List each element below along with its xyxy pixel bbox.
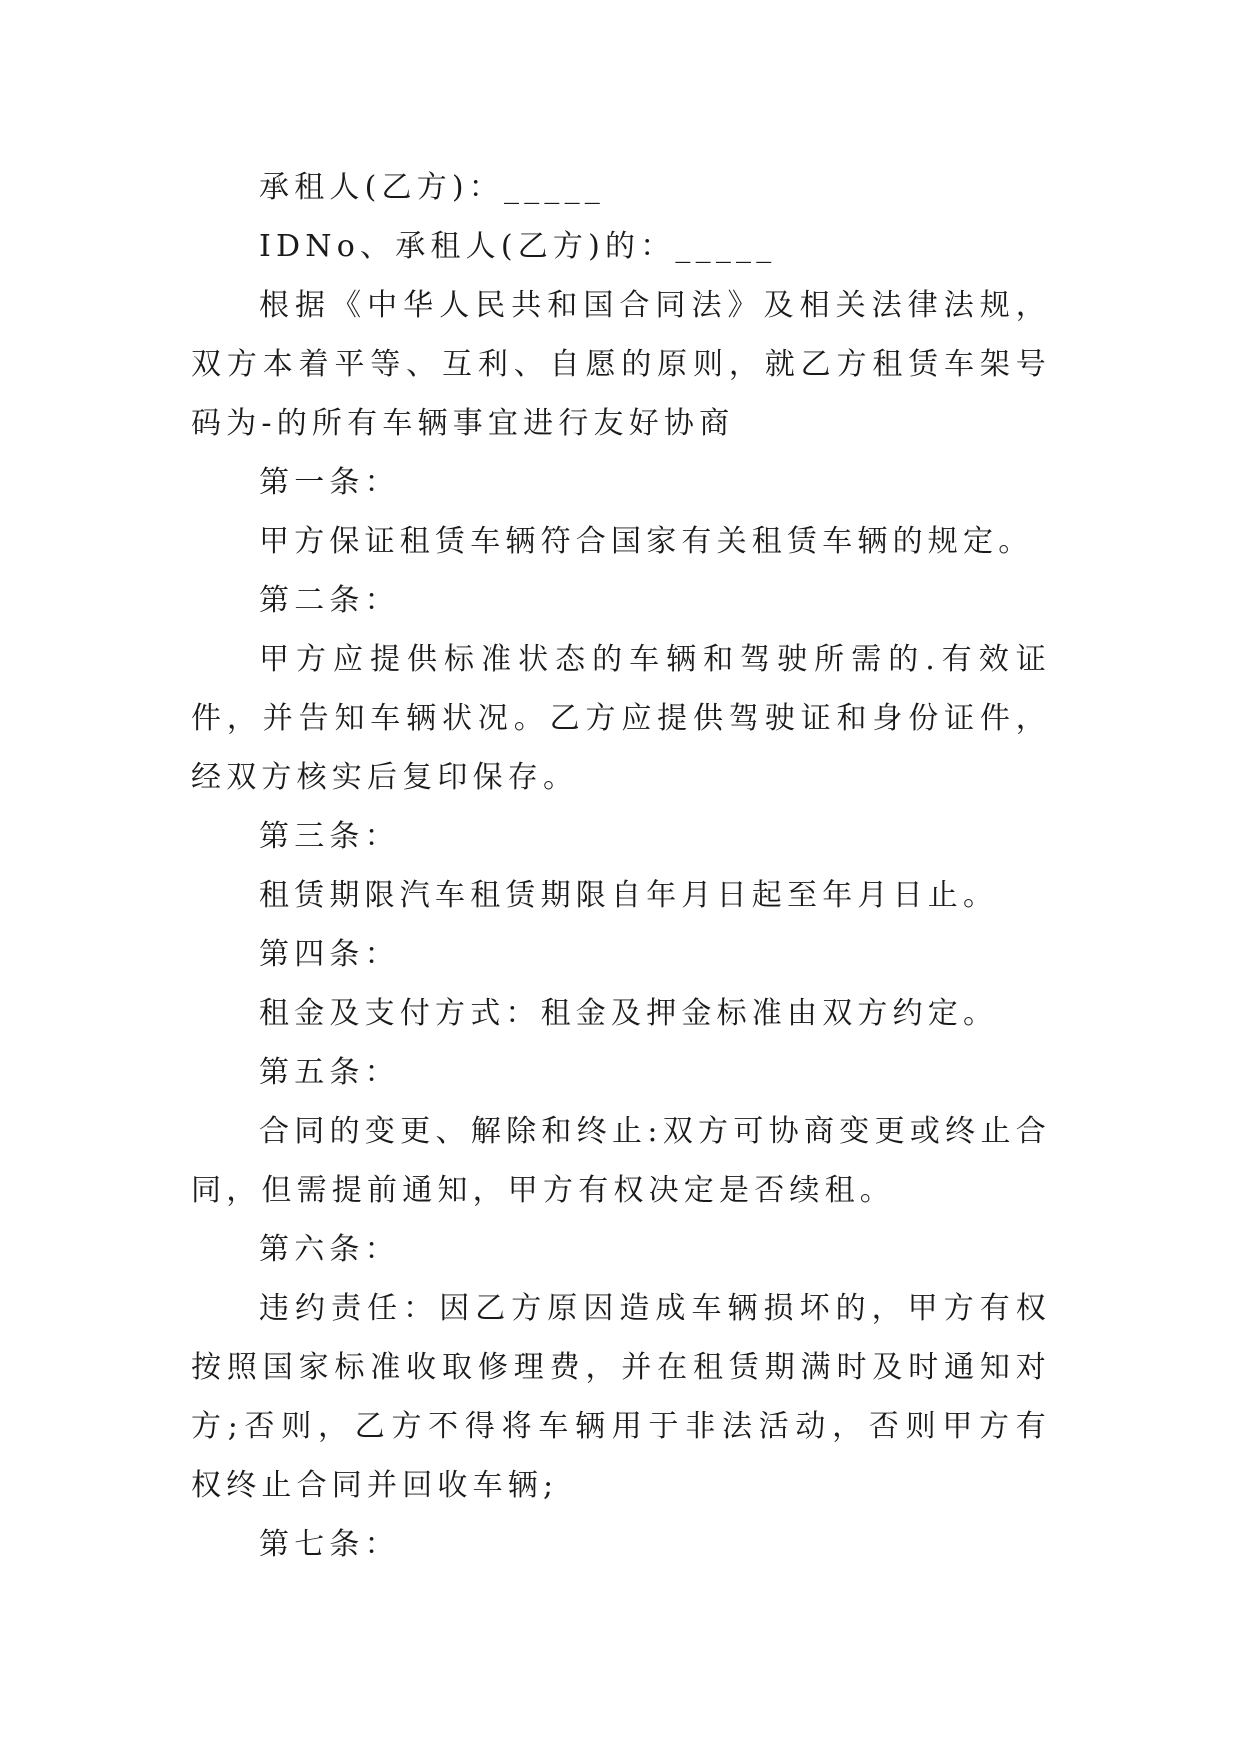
preamble-paragraph: 根据《中华人民共和国合同法》及相关法律法规，双方本着平等、互利、自愿的原则，就乙方租赁车架号码为-的所有车辆事宜进行友好协商 bbox=[191, 288, 1051, 441]
article-3-text: 租赁期限汽车租赁期限自年月日起至年月日止。 bbox=[259, 878, 999, 913]
article-1-text: 甲方保证租赁车辆符合国家有关租赁车辆的规定。 bbox=[259, 524, 1034, 559]
lessee-name-line: 承租人(乙方)：_____ bbox=[259, 170, 606, 205]
article-5-text: 合同的变更、解除和终止:双方可协商变更或终止合同，但需提前通知，甲方有权决定是否续租。 bbox=[191, 1114, 1051, 1208]
document-body bbox=[191, 158, 1051, 1574]
article-3-heading: 第三条： bbox=[259, 819, 400, 854]
article-2-heading: 第二条： bbox=[259, 583, 400, 618]
article-1-heading: 第一条： bbox=[259, 465, 400, 500]
article-5-heading: 第五条： bbox=[259, 1055, 400, 1090]
article-4-text: 租金及支付方式：租金及押金标准由双方约定。 bbox=[259, 996, 999, 1031]
lessee-id-line: IDNo、承租人(乙方)的：_____ bbox=[259, 229, 777, 264]
article-7-heading: 第七条： bbox=[259, 1527, 400, 1562]
article-4-heading: 第四条： bbox=[259, 937, 400, 972]
article-6-heading: 第六条： bbox=[259, 1232, 400, 1267]
article-2-text: 甲方应提供标准状态的车辆和驾驶所需的.有效证件，并告知车辆状况。乙方应提供驾驶证和身份证件，经双方核实后复印保存。 bbox=[191, 642, 1051, 795]
article-6-text: 违约责任：因乙方原因造成车辆损坏的，甲方有权按照国家标准收取修理费，并在租赁期满时及时通知对方;否则，乙方不得将车辆用于非法活动，否则甲方有权终止合同并回收车辆; bbox=[191, 1291, 1051, 1503]
